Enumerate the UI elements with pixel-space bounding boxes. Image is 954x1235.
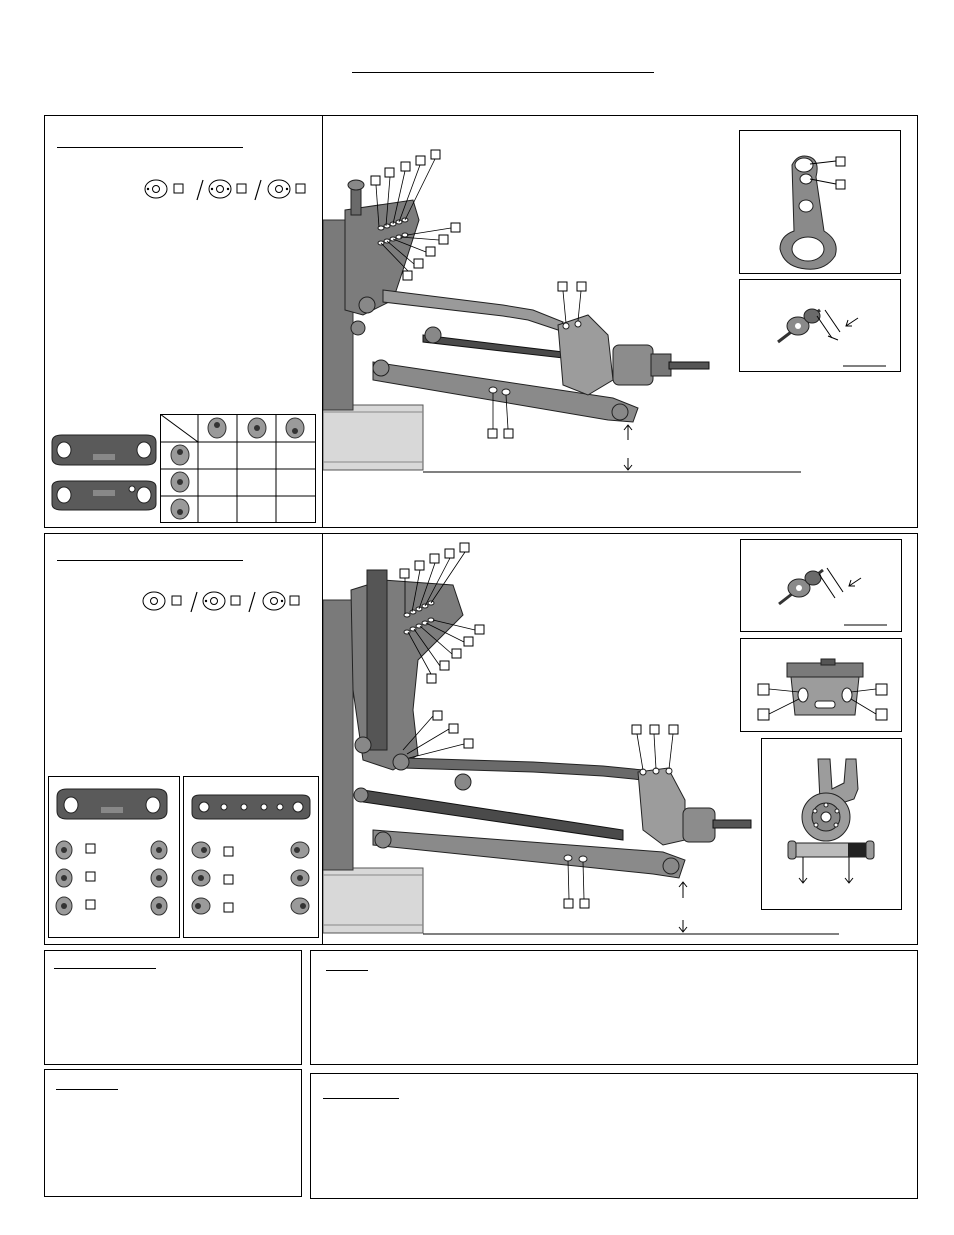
insert-disc-icon — [203, 592, 225, 610]
front-section-title-underline — [57, 147, 243, 148]
camber-link — [403, 758, 643, 780]
steering-arm-illustration — [740, 131, 900, 273]
rear-hub — [638, 768, 751, 845]
insert-disc-icon — [263, 592, 285, 610]
steering-link — [423, 335, 563, 358]
rear-mount-plate-b — [184, 777, 318, 937]
note-box-1-title-underline — [54, 968, 156, 969]
insert-disc-icon — [268, 180, 290, 198]
pin-block-illustration — [741, 639, 901, 731]
rear-section-title-underline — [57, 560, 243, 561]
arrow-icon — [849, 578, 861, 586]
note-box-2 — [310, 950, 918, 1065]
front-insert-matrix — [160, 414, 316, 524]
insert-disc-icon — [209, 180, 231, 198]
note-box-2-title-underline — [326, 970, 368, 971]
rear-mount-plate-a — [49, 777, 179, 937]
rear-ball-stud-illustration — [741, 540, 901, 631]
page-title-underline — [352, 72, 654, 73]
arrow-icon — [799, 857, 853, 883]
insert-disc-icon — [143, 592, 165, 610]
camber-link — [383, 290, 563, 330]
hub-axle-illustration — [762, 739, 901, 909]
front-arm-mount-plates — [48, 432, 160, 512]
arrow-icon — [679, 882, 687, 932]
arm-mount-plate-lower — [52, 481, 156, 510]
insert-disc-icon — [145, 180, 167, 198]
arrow-icon — [624, 425, 632, 470]
note-box-4-title-underline — [323, 1098, 399, 1099]
ball-stud-illustration — [740, 280, 900, 371]
arm-mount-plate-upper — [52, 435, 156, 465]
arrow-icon — [828, 336, 838, 340]
note-box-3-title-underline — [56, 1089, 118, 1090]
note-box-4 — [310, 1073, 918, 1199]
steering-knuckle — [558, 315, 709, 395]
front-insert-options — [140, 176, 310, 204]
front-suspension-diagram — [323, 140, 803, 480]
arrow-icon — [846, 318, 858, 326]
rear-insert-options — [138, 588, 308, 616]
